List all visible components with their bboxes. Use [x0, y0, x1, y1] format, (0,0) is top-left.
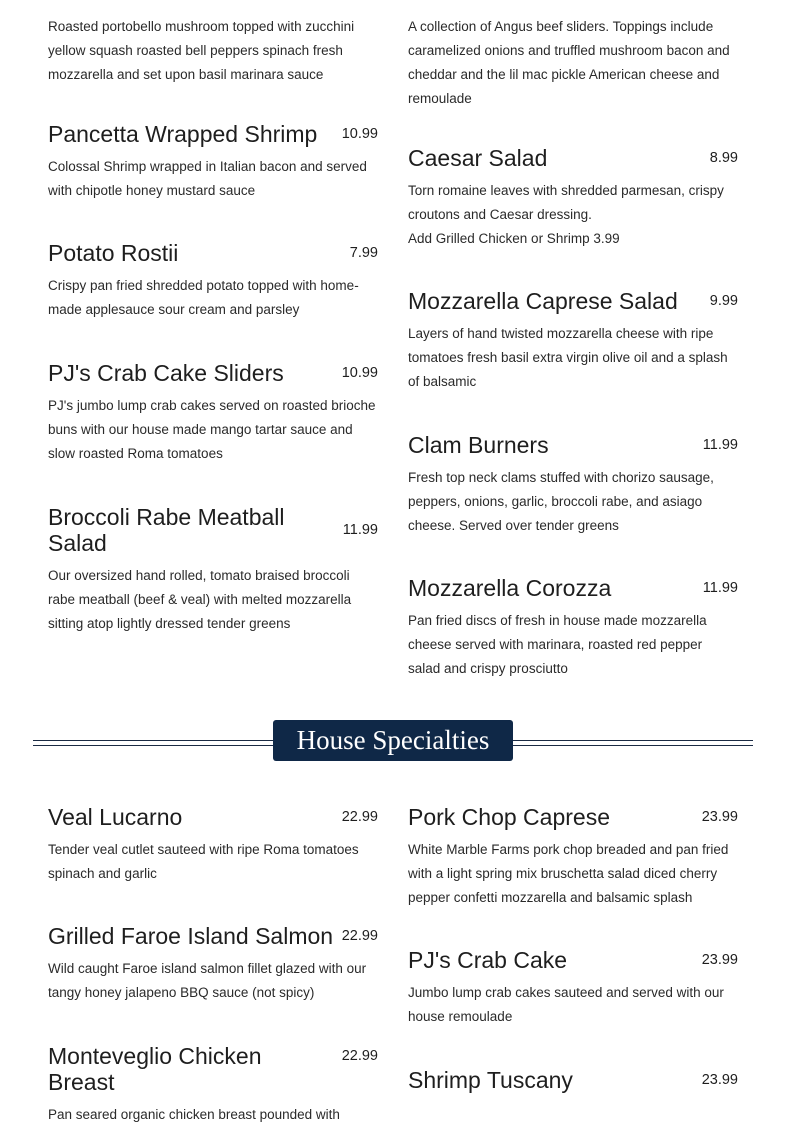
- item-price: 23.99: [701, 1072, 738, 1088]
- item-price: 22.99: [341, 809, 378, 825]
- item-description: Roasted portobello mushroom topped with zucchini yellow squash roasted bell peppers spinach fresh mozzarella and set upon basil marinara sauce: [48, 19, 355, 82]
- item-description: PJ's jumbo lump crab cakes served on roasted brioche buns with our house made mango tartar sauce and slow roasted Roma tomatoes: [48, 398, 376, 461]
- menu-item: [408, 947, 738, 1029]
- menu-item: [48, 360, 378, 466]
- item-description: Pan fried discs of fresh in house made mozzarella cheese served with marinara, roasted red pepper salad and crispy prosciutto: [408, 613, 707, 676]
- item-name: PJ's Crab Cake Sliders: [48, 360, 284, 386]
- menu-item: [48, 804, 378, 886]
- menu-item: [408, 575, 738, 681]
- item-description: Crispy pan fried shredded potato topped with home-made applesauce sour cream and parsley: [48, 278, 359, 317]
- menu-item: [48, 1043, 378, 1127]
- item-price: 23.99: [701, 952, 738, 968]
- item-price: 22.99: [341, 928, 378, 944]
- menu-item: [408, 288, 738, 394]
- item-name: PJ's Crab Cake: [408, 947, 568, 973]
- item-price: 9.99: [709, 293, 738, 309]
- item-description: White Marble Farms pork chop breaded and pan fried with a light spring mix bruschetta salad diced cherry pepper confetti mozzarella and balsamic splash: [408, 842, 729, 905]
- menu-item: [408, 432, 738, 538]
- item-price: 22.99: [341, 1048, 378, 1064]
- item-description: Pan seared organic chicken breast pounded with: [48, 1107, 340, 1122]
- menu-item: [408, 1067, 738, 1101]
- item-price: 7.99: [349, 245, 378, 261]
- menu-item: [408, 804, 738, 910]
- item-name: Grilled Faroe Island Salmon: [48, 923, 334, 949]
- item-price: 11.99: [702, 580, 738, 596]
- item-description: Layers of hand twisted mozzarella cheese with ripe tomatoes fresh basil extra virgin olive oil and a splash of balsamic: [408, 326, 728, 389]
- item-name: Mozzarella Caprese Salad: [408, 288, 678, 314]
- item-price: 23.99: [701, 809, 738, 825]
- item-description: Colossal Shrimp wrapped in Italian bacon and served with chipotle honey mustard sauce: [48, 159, 367, 198]
- item-name: Pancetta Wrapped Shrimp: [48, 121, 318, 147]
- item-price: 8.99: [709, 150, 738, 166]
- item-description: Wild caught Faroe island salmon fillet glazed with our tangy honey jalapeno BBQ sauce (not spicy): [48, 961, 367, 1000]
- menu-item: [48, 121, 378, 203]
- item-price: 10.99: [341, 365, 378, 381]
- menu-item: [48, 240, 378, 322]
- menu-item: [408, 145, 738, 251]
- item-description: Torn romaine leaves with shredded parmesan, crispy croutons and Caesar dressing.: [408, 183, 724, 222]
- item-description: Our oversized hand rolled, tomato braised broccoli rabe meatball (beef & veal) with melted mozzarella sitting atop lightly dressed tender greens: [48, 568, 352, 631]
- item-description: Tender veal cutlet sauteed with ripe Roma tomatoes spinach and garlic: [48, 842, 359, 881]
- appetizers-left-column: [48, 15, 378, 87]
- section-title: House Specialties: [273, 720, 513, 761]
- item-name: Shrimp Tuscany: [408, 1067, 573, 1093]
- item-name: Pork Chop Caprese: [408, 804, 610, 830]
- item-description: Jumbo lump crab cakes sauteed and served with our house remoulade: [408, 985, 724, 1024]
- item-price: 11.99: [342, 522, 378, 538]
- item-name: Mozzarella Corozza: [408, 575, 612, 601]
- appetizers-right-column: [408, 15, 738, 111]
- item-name: Potato Rostii: [48, 240, 179, 266]
- item-name: Veal Lucarno: [48, 804, 183, 830]
- item-description: Fresh top neck clams stuffed with chorizo sausage, peppers, onions, garlic, broccoli rabe, and asiago cheese. Served over tender greens: [408, 470, 714, 533]
- menu-item: [48, 504, 378, 636]
- menu-item: [48, 923, 378, 1005]
- item-name: Monteveglio Chicken Breast: [48, 1043, 262, 1095]
- item-description: A collection of Angus beef sliders. Toppings include caramelized onions and truffled mushroom bacon and cheddar and the lil mac pickle American cheese and remoulade: [408, 19, 730, 106]
- item-addon: Add Grilled Chicken or Shrimp 3.99: [408, 231, 620, 246]
- item-name: Caesar Salad: [408, 145, 548, 171]
- item-price: 10.99: [341, 126, 378, 142]
- item-price: 11.99: [702, 437, 738, 453]
- item-name: Clam Burners: [408, 432, 549, 458]
- item-name: Broccoli Rabe Meatball Salad: [48, 504, 285, 556]
